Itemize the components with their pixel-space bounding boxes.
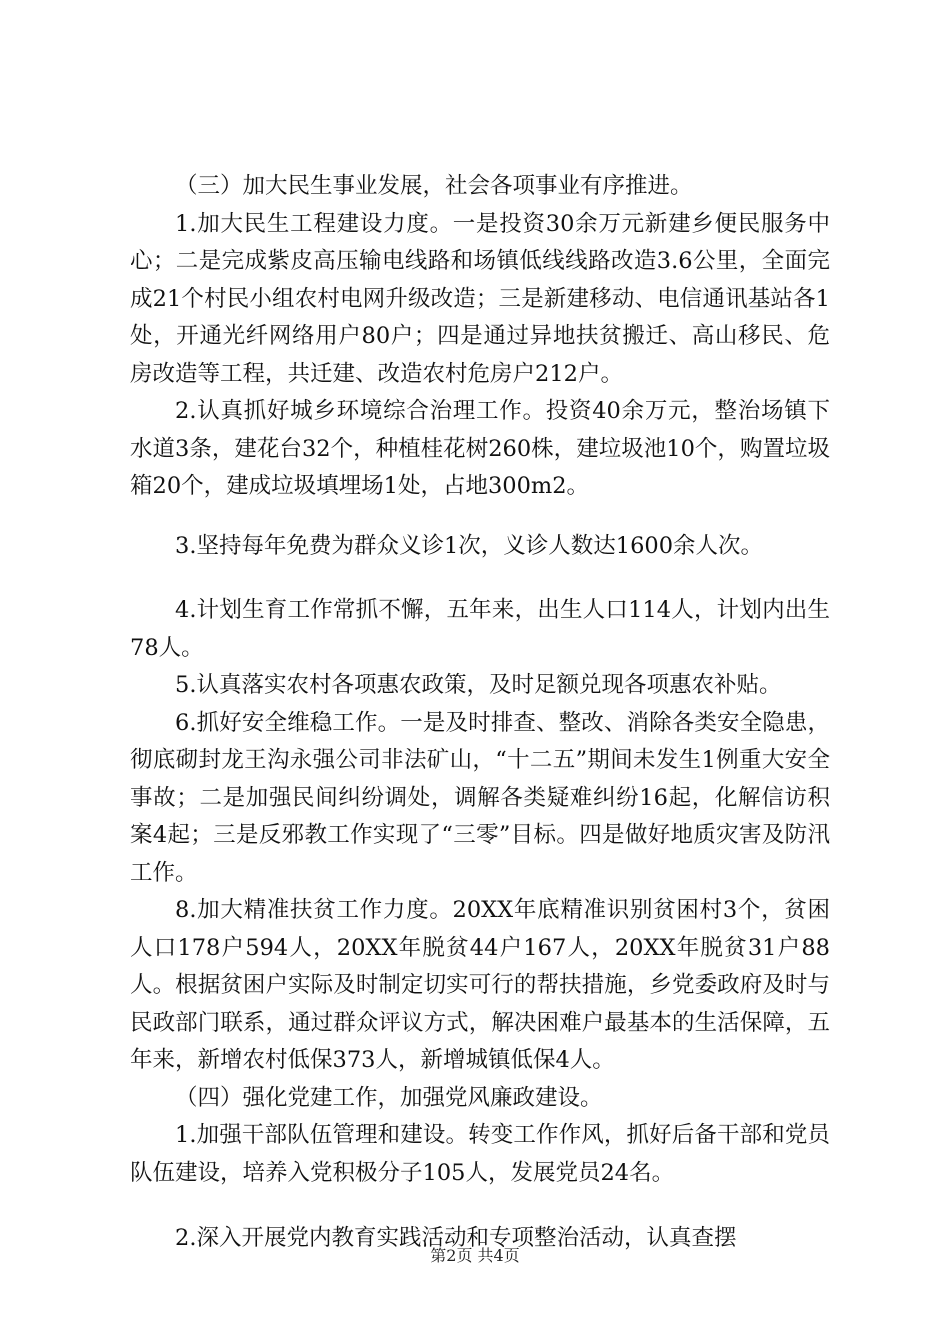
paragraph-item-5: 5.认真落实农村各项惠农政策，及时足额兑现各项惠农补贴。: [175, 672, 782, 698]
paragraph-item-1: 1.加大民生工程建设力度。一是投资30余万元新建乡便民服务中心；二是完成紫皮高压输电线路和场镇低线线路改造3.6公里，全面完成21个村民小组农村电网升级改造；三是新建移动、电信通讯基站各1处，开通光纤网络用户80户；四是通过异地扶贫搬迁、高山移民、危房改造等工程，共迁建、改造农村危房户212户。: [130, 210, 830, 387]
paragraph-party-2: 2.深入开展党内教育实践活动和专项整治活动，认真查摆: [175, 1225, 737, 1251]
paragraph-item-6: 6.抓好安全维稳工作。一是及时排查、整改、消除各类安全隐患，彻底砌封龙王沟永强公司非法矿山，“十二五”期间未发生1例重大安全事故；二是加强民间纠纷调处，调解各类疑难纠纷16起，化解信访积案4起；三是反邪教工作实现了“三零”目标。四是做好地质灾害及防汛工作。: [130, 709, 830, 886]
document-body: [130, 168, 830, 1258]
page-number-footer: 第2页 共4页: [430, 1246, 520, 1265]
paragraph-item-2: 2.认真抓好城乡环境综合治理工作。投资40余万元，整治场镇下水道3条，建花台32个，种植桂花树260株，建垃圾池10个，购置垃圾箱20个，建成垃圾填埋场1处，占地300m2。: [130, 398, 830, 499]
paragraph-item-4: 4.计划生育工作常抓不懈，五年来，出生人口114人，计划内出生78人。: [130, 597, 830, 661]
paragraph-item-8: 8.加大精准扶贫工作力度。20XX年底精准识别贫困村3个，贫困人口178户594人，20XX年脱贫44户167人，20XX年脱贫31户88人。根据贫困户实际及时制定切实可行的帮扶措施，乡党委政府及时与民政部门联系，通过群众评议方式，解决困难户最基本的生活保障，五年来，新增农村低保373人，新增城镇低保4人。: [130, 897, 830, 1073]
paragraph-item-3: 3.坚持每年免费为群众义诊1次，义诊人数达1600余人次。: [175, 532, 764, 559]
section-heading-3: （三）加大民生事业发展，社会各项事业有序推进。: [175, 173, 693, 199]
section-heading-4: （四）强化党建工作，加强党风廉政建设。: [175, 1084, 603, 1111]
paragraph-party-1: 1.加强干部队伍管理和建设。转变工作作风，抓好后备干部和党员队伍建设，培养入党积极分子105人，发展党员24名。: [130, 1122, 830, 1186]
